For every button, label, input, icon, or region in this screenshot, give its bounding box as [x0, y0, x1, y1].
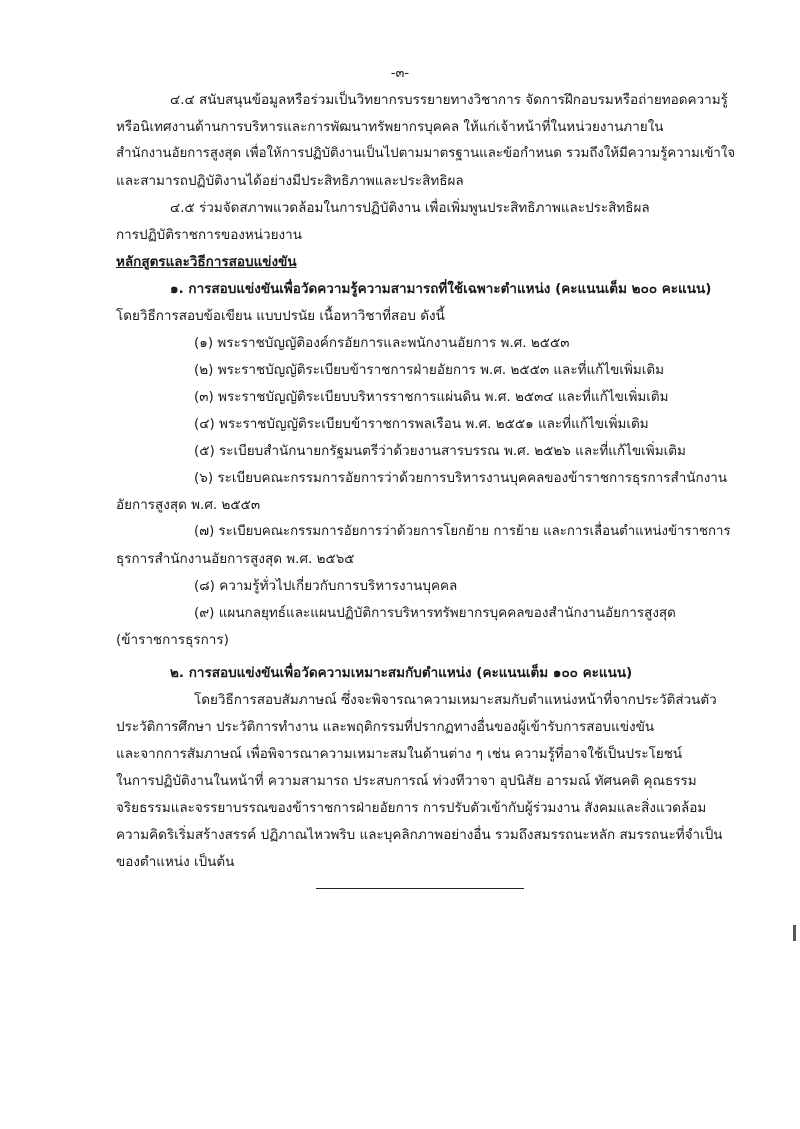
subject-item-3: (๓) พระราชบัญญัติระเบียบบริหารราชการแผ่นดิน พ.ศ. ๒๕๓๔ และที่แก้ไขเพิ่มเติม [194, 389, 669, 405]
exam-part-2-line-2: ประวัติการศึกษา ประวัติการทำงาน และพฤติกรรมที่ปรากฏทางอื่นของผู้เข้ารับการสอบแข่งขัน [116, 719, 655, 735]
para-4-5-line-2: การปฏิบัติราชการของหน่วยงาน [116, 227, 302, 243]
exam-part-2-line-6: ความคิดริเริ่มสร้างสรรค์ ปฏิภาณไหวพริบ และบุคลิกภาพอย่างอื่น รวมถึงสมรรถนะหลัก สมรรถนะที่จำเป็น [116, 827, 723, 843]
subject-item-5: (๕) ระเบียบสำนักนายกรัฐมนตรีว่าด้วยงานสารบรรณ พ.ศ. ๒๕๒๖ และที่แก้ไขเพิ่มเติม [194, 443, 686, 459]
para-4-4-line-2: หรือนิเทศงานด้านการบริหารและการพัฒนาทรัพยากรบุคคล ให้แก่เจ้าหน้าที่ในหน่วยงานภายใน [116, 119, 664, 135]
subject-item-4: (๔) พระราชบัญญัติระเบียบข้าราชการพลเรือน พ.ศ. ๒๕๕๑ และที่แก้ไขเพิ่มเติม [194, 416, 649, 432]
page-number: -๓- [390, 66, 410, 81]
exam-part-2-line-7: ของตำแหน่ง เป็นต้น [116, 854, 235, 870]
subject-item-8: (๘) ความรู้ทั่วไปเกี่ยวกับการบริหารงานบุคคล [194, 578, 458, 594]
subject-item-1: (๑) พระราชบัญญัติองค์กรอัยการและพนักงานอัยการ พ.ศ. ๒๕๕๓ [194, 335, 570, 351]
exam-part-2-line-3: และจากการสัมภาษณ์ เพื่อพิจารณาความเหมาะสมในด้านต่าง ๆ เช่น ความรู้ที่อาจใช้เป็นประโยชน์ [116, 746, 683, 762]
para-4-4-line-3: สำนักงานอัยการสูงสุด เพื่อให้การปฏิบัติงานเป็นไปตามมาตรฐานและข้อกำหนด รวมถึงให้มีความรู้ความเข้าใจ [116, 146, 736, 161]
subject-item-2: (๒) พระราชบัญญัติระเบียบข้าราชการฝ่ายอัยการ พ.ศ. ๒๕๕๓ และที่แก้ไขเพิ่มเติม [194, 362, 665, 378]
subject-item-9-cont: (ข้าราชการธุรการ) [116, 632, 229, 648]
exam-part-2-line-4: ในการปฏิบัติงานในหน้าที่ ความสามารถ ประสบการณ์ ท่วงทีวาจา อุปนิสัย อารมณ์ ทัศนคติ คุณธรรม [116, 773, 697, 789]
subject-item-7: (๗) ระเบียบคณะกรรมการอัยการว่าด้วยการโยกย้าย การย้าย และการเลื่อนตำแหน่งข้าราชการ [194, 524, 731, 539]
subject-item-9: (๙) แผนกลยุทธ์และแผนปฏิบัติการบริหารทรัพยากรบุคคลของสำนักงานอัยการสูงสุด [194, 605, 676, 621]
para-4-5-line-1: ๔.๕ ร่วมจัดสภาพแวดล้อมในการปฏิบัติงาน เพื่อเพิ่มพูนประสิทธิภาพและประสิทธิผล [170, 200, 650, 216]
exam-part-1-heading: ๑. การสอบแข่งขันเพื่อวัดความรู้ความสามารถที่ใช้เฉพาะตำแหน่ง (คะแนนเต็ม ๒๐๐ คะแนน) [170, 281, 712, 297]
subject-item-6-cont: อัยการสูงสุด พ.ศ. ๒๕๕๓ [116, 497, 261, 513]
exam-part-2-line-5: จริยธรรมและจรรยาบรรณของข้าราชการฝ่ายอัยการ การปรับตัวเข้ากับผู้ร่วมงาน สังคมและสิ่งแวดล้อม [116, 800, 707, 816]
subject-item-6: (๖) ระเบียบคณะกรรมการอัยการว่าด้วยการบริหารงานบุคคลของข้าราชการธุรการสำนักงาน [194, 470, 728, 486]
subject-item-7-cont: ธุรการสำนักงานอัยการสูงสุด พ.ศ. ๒๕๖๕ [116, 551, 355, 567]
end-divider [316, 888, 524, 889]
para-4-4-line-1: ๔.๔ สนับสนุนข้อมูลหรือร่วมเป็นวิทยากรบรรยายทางวิชาการ จัดการฝึกอบรมหรือถ่ายทอดความรู้ [170, 92, 728, 108]
exam-part-1-method: โดยวิธีการสอบข้อเขียน แบบปรนัย เนื้อหาวิชาที่สอบ ดังนี้ [116, 308, 445, 324]
exam-part-2-heading: ๒. การสอบแข่งขันเพื่อวัดความเหมาะสมกับตำแหน่ง (คะแนนเต็ม ๑๐๐ คะแนน) [170, 665, 633, 681]
para-4-4-line-4: และสามารถปฏิบัติงานได้อย่างมีประสิทธิภาพและประสิทธิผล [116, 173, 464, 189]
exam-part-2-line-1: โดยวิธีการสอบสัมภาษณ์ ซึ่งจะพิจารณาความเหมาะสมกับตำแหน่งหน้าที่จากประวัติส่วนตัว [194, 692, 717, 708]
scan-edge-mark [793, 925, 796, 941]
section-heading-exam: หลักสูตรและวิธีการสอบแข่งขัน [116, 254, 297, 270]
